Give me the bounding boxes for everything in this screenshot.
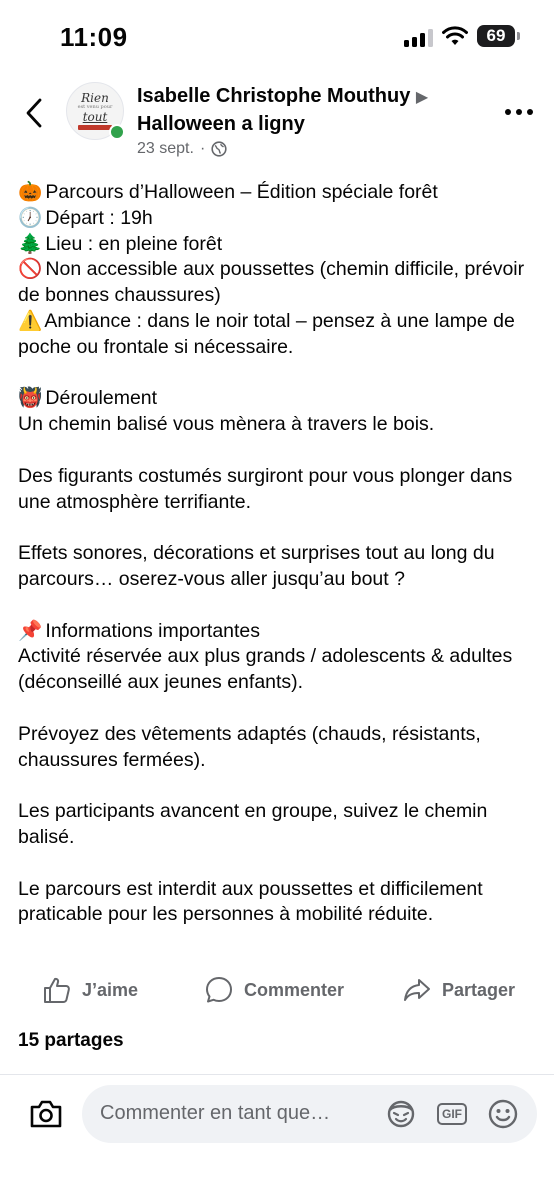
- body-line: Effets sonores, décorations et surprises tout au long du parcours… oserez-vous aller jusqu’au bout ?: [18, 542, 495, 590]
- shares-count[interactable]: 15 partages: [18, 1030, 124, 1051]
- body-line: [18, 180, 538, 206]
- body-line: Activité réservée aux plus grands / adolescents & adultes (déconseillé aux jeunes enfants).: [18, 645, 513, 694]
- like-button[interactable]: [42, 970, 138, 1010]
- paragraph-gap: [18, 361, 538, 387]
- body-line: [18, 257, 538, 309]
- status-time: 11:09: [60, 22, 128, 52]
- body-text: Départ : 19h: [45, 206, 153, 229]
- body-line: Prévoyez des vêtements adaptés (chauds, résistants, chaussures fermées).: [18, 722, 481, 771]
- comment-label: Commenter: [244, 979, 345, 1000]
- meta-separator: ·: [199, 140, 206, 157]
- warning-emoji-icon: ⚠️: [18, 309, 43, 332]
- globe-icon: [211, 141, 227, 157]
- comment-input[interactable]: [82, 1085, 537, 1143]
- body-text: Non accessible aux poussettes (chemin difficile, prévoir de bonnes chaussures): [18, 258, 525, 307]
- gif-button[interactable]: [435, 1097, 469, 1131]
- paragraph-gap: [18, 593, 538, 619]
- body-text: Informations importantes: [45, 619, 261, 642]
- body-text: Parcours d’Halloween – Édition spéciale forêt: [45, 181, 438, 203]
- post-body: [18, 180, 538, 928]
- body-line: [18, 619, 538, 645]
- battery-indicator: 69: [477, 25, 515, 47]
- group-name[interactable]: Halloween a ligny: [137, 113, 305, 135]
- body-text: Ambiance : dans le noir total – pensez à une lampe de poche ou frontale si nécessaire.: [18, 309, 515, 358]
- share-label: Partager: [442, 979, 516, 1000]
- pumpkin-emoji-icon: 🎃: [18, 181, 43, 203]
- wifi-icon: [442, 25, 468, 47]
- camera-icon[interactable]: [28, 1097, 64, 1131]
- body-line: [18, 232, 538, 258]
- post-author-line: [137, 82, 477, 112]
- avatar-text-3: tout: [82, 110, 108, 124]
- paragraph-gap: [18, 851, 538, 877]
- share-button[interactable]: [402, 970, 515, 1010]
- comment-placeholder: Commenter en tant que…: [100, 1102, 331, 1124]
- body-text: Lieu : en pleine forêt: [45, 232, 223, 255]
- body-line: Des figurants costumés surgiront pour vous plonger dans une atmosphère terrifiante.: [18, 464, 513, 513]
- tree-emoji-icon: 🌲: [18, 232, 43, 255]
- body-line: [18, 386, 538, 412]
- post-date[interactable]: 23 sept.: [137, 140, 194, 157]
- post-actions: [0, 970, 554, 1010]
- paragraph-gap: [18, 515, 538, 541]
- online-status-dot: [109, 124, 125, 140]
- group-arrow-icon: ▶: [415, 89, 429, 106]
- paragraph-gap: [18, 696, 538, 722]
- battery-tip: [517, 32, 520, 40]
- pushpin-emoji-icon: 📌: [18, 619, 43, 642]
- share-icon: [402, 975, 432, 1005]
- paragraph-gap: [18, 438, 538, 464]
- more-options-icon[interactable]: [504, 104, 534, 120]
- cellular-signal-icon: [404, 29, 434, 47]
- comment-button[interactable]: [204, 970, 344, 1010]
- gif-icon: GIF: [437, 1103, 467, 1125]
- clock-emoji-icon: 🕖: [18, 206, 43, 229]
- body-text: Déroulement: [45, 387, 158, 410]
- like-icon: [42, 975, 72, 1005]
- paragraph-gap: [18, 773, 538, 799]
- prohibited-emoji-icon: 🚫: [18, 258, 43, 281]
- back-arrow-icon[interactable]: [20, 96, 50, 130]
- avatar-text-1: Rien: [81, 91, 109, 105]
- body-line: Les participants avancent en groupe, suivez le chemin balisé.: [18, 800, 488, 848]
- author-avatar[interactable]: [66, 82, 126, 142]
- body-line: Un chemin balisé vous mènera à travers le bois.: [18, 413, 435, 436]
- author-name[interactable]: Isabelle Christophe Mouthuy: [137, 85, 411, 107]
- divider: [0, 1074, 554, 1075]
- emoji-icon[interactable]: [486, 1097, 520, 1131]
- avatar-sticker-icon[interactable]: [384, 1097, 418, 1131]
- comment-icon: [204, 975, 234, 1005]
- body-line: [18, 206, 538, 232]
- like-label: J’aime: [82, 979, 139, 1000]
- ogre-emoji-icon: 👹: [18, 387, 43, 410]
- post-meta: [137, 140, 227, 158]
- avatar-red-bar: [78, 125, 112, 130]
- avatar-text-2: est venu pour: [77, 104, 113, 110]
- body-line: Le parcours est interdit aux poussettes et difficilement praticable pour les personnes à mobilité réduite.: [18, 877, 483, 926]
- status-bar: [0, 0, 554, 75]
- body-line: [18, 309, 538, 361]
